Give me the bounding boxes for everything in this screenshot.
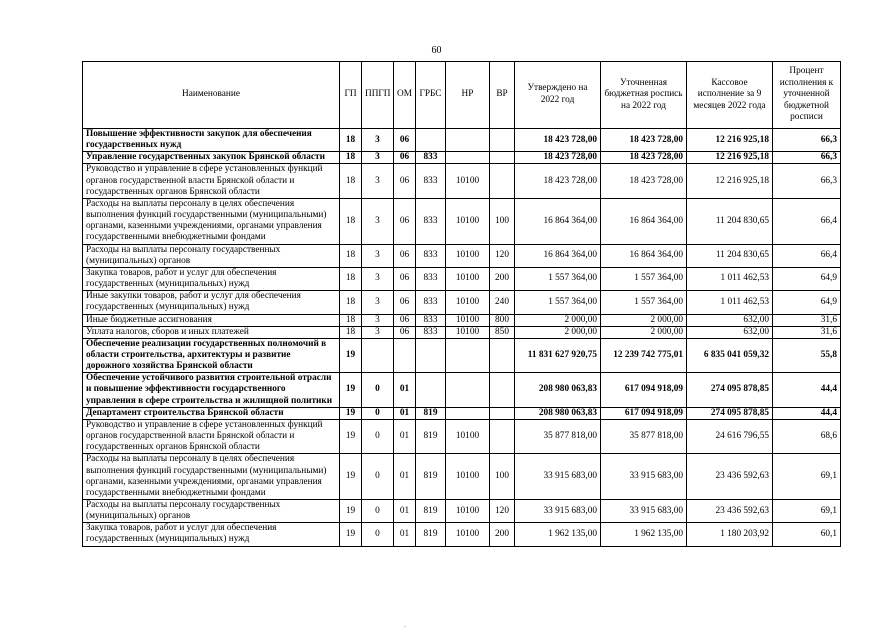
cell-gp: 19 xyxy=(340,454,362,500)
cell-cash: 1 011 462,53 xyxy=(687,267,773,290)
cell-name: Расходы на выплаты персоналу в целях обеспечения выполнения функций государственными (муниципальными) органами, казенными учреждениями, органами управления государственными внебюджетными фондами xyxy=(83,198,340,244)
cell-vr xyxy=(490,419,515,453)
cell-ppgp: 3 xyxy=(362,291,394,314)
cell-np: 10100 xyxy=(446,291,490,314)
cell-ppgp: 0 xyxy=(362,500,394,523)
cell-grbs: 833 xyxy=(416,314,446,326)
cell-approved: 208 980 063,83 xyxy=(515,407,601,419)
cell-refined: 1 557 364,00 xyxy=(601,291,687,314)
cell-grbs: 819 xyxy=(416,454,446,500)
cell-np: 10100 xyxy=(446,244,490,267)
table-row xyxy=(83,164,841,198)
cell-vr: 240 xyxy=(490,291,515,314)
header-np: НР xyxy=(446,62,490,129)
table-row xyxy=(83,244,841,267)
cell-cash: 1 011 462,53 xyxy=(687,291,773,314)
header-percent: Процент исполнения к уточненной бюджетной росписи xyxy=(773,62,841,129)
cell-percent: 66,3 xyxy=(773,129,841,152)
table-row xyxy=(83,314,841,326)
cell-refined: 18 423 728,00 xyxy=(601,129,687,152)
cell-om: 01 xyxy=(394,523,416,546)
cell-om: 06 xyxy=(394,291,416,314)
cell-name: Уплата налогов, сборов и иных платежей xyxy=(83,326,340,338)
cell-approved: 18 423 728,00 xyxy=(515,164,601,198)
cell-ppgp: 0 xyxy=(362,373,394,407)
table-row xyxy=(83,373,841,407)
cell-percent: 31,6 xyxy=(773,314,841,326)
cell-np xyxy=(446,152,490,164)
cell-name: Иные бюджетные ассигнования xyxy=(83,314,340,326)
cell-name: Департамент строительства Брянской области xyxy=(83,407,340,419)
cell-cash: 23 436 592,63 xyxy=(687,454,773,500)
cell-refined: 18 423 728,00 xyxy=(601,152,687,164)
cell-refined: 1 962 135,00 xyxy=(601,523,687,546)
cell-cash: 632,00 xyxy=(687,326,773,338)
budget-table xyxy=(82,61,841,547)
page-number: 60 xyxy=(431,45,442,56)
cell-gp: 19 xyxy=(340,523,362,546)
cell-om: 06 xyxy=(394,326,416,338)
cell-percent: 69,1 xyxy=(773,454,841,500)
cell-approved: 16 864 364,00 xyxy=(515,244,601,267)
cell-grbs: 833 xyxy=(416,198,446,244)
cell-gp: 18 xyxy=(340,326,362,338)
cell-refined: 12 239 742 775,01 xyxy=(601,338,687,372)
cell-name: Обеспечение реализации государственных полномочий в области строительства, архитектуры и развитие дорожного хозяйства Брянской области xyxy=(83,338,340,372)
cell-np xyxy=(446,407,490,419)
cell-refined: 16 864 364,00 xyxy=(601,198,687,244)
header-om: ОМ xyxy=(394,62,416,129)
cell-grbs: 833 xyxy=(416,244,446,267)
cell-ppgp: 0 xyxy=(362,407,394,419)
table-row xyxy=(83,523,841,546)
cell-np: 10100 xyxy=(446,164,490,198)
cell-vr: 100 xyxy=(490,454,515,500)
cell-refined: 617 094 918,09 xyxy=(601,407,687,419)
cell-om: 06 xyxy=(394,244,416,267)
cell-percent: 31,6 xyxy=(773,326,841,338)
cell-om: 06 xyxy=(394,152,416,164)
cell-approved: 18 423 728,00 xyxy=(515,129,601,152)
header-refined: Уточненная бюджетная роспись на 2022 год xyxy=(601,62,687,129)
cell-name: Повышение эффективности закупок для обеспечения государственных нужд xyxy=(83,129,340,152)
cell-cash: 12 216 925,18 xyxy=(687,164,773,198)
cell-vr xyxy=(490,152,515,164)
cell-gp: 19 xyxy=(340,338,362,372)
table-row xyxy=(83,500,841,523)
cell-ppgp: 3 xyxy=(362,198,394,244)
cell-approved: 2 000,00 xyxy=(515,314,601,326)
cell-np: 10100 xyxy=(446,314,490,326)
cell-ppgp: 0 xyxy=(362,523,394,546)
cell-refined: 16 864 364,00 xyxy=(601,244,687,267)
cell-cash: 274 095 878,85 xyxy=(687,373,773,407)
cell-om: 06 xyxy=(394,129,416,152)
cell-gp: 18 xyxy=(340,291,362,314)
table-row xyxy=(83,419,841,453)
cell-approved: 2 000,00 xyxy=(515,326,601,338)
header-gp: ГП xyxy=(340,62,362,129)
cell-ppgp: 3 xyxy=(362,152,394,164)
cell-percent: 60,1 xyxy=(773,523,841,546)
cell-percent: 66,3 xyxy=(773,164,841,198)
table-row xyxy=(83,198,841,244)
header-vr: ВР xyxy=(490,62,515,129)
cell-gp: 18 xyxy=(340,244,362,267)
cell-ppgp: 0 xyxy=(362,419,394,453)
cell-name: Руководство и управление в сфере установленных функций органов государственной власти Брянской области и государственных органов Брянской области xyxy=(83,164,340,198)
cell-name: Расходы на выплаты персоналу государственных (муниципальных) органов xyxy=(83,244,340,267)
cell-name: Расходы на выплаты персоналу в целях обеспечения выполнения функций государственными (муниципальными) органами, казенными учреждениями, органами управления государственными внебюджетными фондами xyxy=(83,454,340,500)
cell-gp: 19 xyxy=(340,419,362,453)
cell-approved: 208 980 063,83 xyxy=(515,373,601,407)
cell-om: 01 xyxy=(394,500,416,523)
cell-percent: 55,8 xyxy=(773,338,841,372)
cell-vr: 100 xyxy=(490,198,515,244)
cell-percent: 44,4 xyxy=(773,373,841,407)
cell-grbs: 833 xyxy=(416,291,446,314)
cell-ppgp: 0 xyxy=(362,454,394,500)
cell-vr: 120 xyxy=(490,244,515,267)
cell-approved: 11 831 627 920,75 xyxy=(515,338,601,372)
cell-cash: 6 835 041 059,32 xyxy=(687,338,773,372)
cell-grbs: 819 xyxy=(416,419,446,453)
cell-om: 01 xyxy=(394,454,416,500)
cell-name: Закупка товаров, работ и услуг для обеспечения государственных (муниципальных) нужд xyxy=(83,267,340,290)
cell-vr xyxy=(490,164,515,198)
cell-np: 10100 xyxy=(446,267,490,290)
cell-name: Обеспечение устойчивого развития строительной отрасли и повышение эффективности государственного управления в сфере строительства и жилищной политики xyxy=(83,373,340,407)
cell-om: 01 xyxy=(394,407,416,419)
cell-np xyxy=(446,373,490,407)
cell-refined: 1 557 364,00 xyxy=(601,267,687,290)
cell-cash: 11 204 830,65 xyxy=(687,244,773,267)
cell-refined: 2 000,00 xyxy=(601,326,687,338)
table-row xyxy=(83,267,841,290)
cell-refined: 2 000,00 xyxy=(601,314,687,326)
cell-gp: 18 xyxy=(340,198,362,244)
cell-cash: 12 216 925,18 xyxy=(687,152,773,164)
header-grbs: ГРБС xyxy=(416,62,446,129)
cell-np: 10100 xyxy=(446,454,490,500)
cell-om: 01 xyxy=(394,373,416,407)
table-row xyxy=(83,454,841,500)
cell-gp: 18 xyxy=(340,129,362,152)
cell-percent: 64,9 xyxy=(773,267,841,290)
cell-percent: 66,4 xyxy=(773,198,841,244)
cell-cash: 1 180 203,92 xyxy=(687,523,773,546)
cell-np: 10100 xyxy=(446,500,490,523)
scan-mark xyxy=(404,626,406,627)
table-row xyxy=(83,326,841,338)
header-ppgp: ППГП xyxy=(362,62,394,129)
cell-om: 06 xyxy=(394,164,416,198)
cell-vr: 200 xyxy=(490,523,515,546)
cell-ppgp: 3 xyxy=(362,164,394,198)
header-name: Наименование xyxy=(83,62,340,129)
cell-om: 06 xyxy=(394,314,416,326)
cell-percent: 66,4 xyxy=(773,244,841,267)
table-body xyxy=(83,129,841,547)
cell-cash: 632,00 xyxy=(687,314,773,326)
cell-grbs xyxy=(416,373,446,407)
cell-grbs: 833 xyxy=(416,267,446,290)
cell-ppgp: 3 xyxy=(362,244,394,267)
cell-vr xyxy=(490,407,515,419)
cell-grbs: 833 xyxy=(416,164,446,198)
table-row xyxy=(83,338,841,372)
cell-grbs xyxy=(416,129,446,152)
cell-gp: 19 xyxy=(340,373,362,407)
cell-approved: 33 915 683,00 xyxy=(515,454,601,500)
cell-ppgp: 3 xyxy=(362,326,394,338)
table-row xyxy=(83,291,841,314)
cell-ppgp xyxy=(362,338,394,372)
cell-refined: 35 877 818,00 xyxy=(601,419,687,453)
cell-approved: 18 423 728,00 xyxy=(515,152,601,164)
cell-grbs: 833 xyxy=(416,152,446,164)
cell-np: 10100 xyxy=(446,523,490,546)
cell-cash: 11 204 830,65 xyxy=(687,198,773,244)
cell-om: 06 xyxy=(394,198,416,244)
cell-refined: 617 094 918,09 xyxy=(601,373,687,407)
cell-approved: 35 877 818,00 xyxy=(515,419,601,453)
table-row xyxy=(83,129,841,152)
cell-om xyxy=(394,338,416,372)
cell-name: Руководство и управление в сфере установленных функций органов государственной власти Брянской области и государственных органов Брянской области xyxy=(83,419,340,453)
cell-name: Иные закупки товаров, работ и услуг для обеспечения государственных (муниципальных) нужд xyxy=(83,291,340,314)
cell-grbs: 819 xyxy=(416,500,446,523)
cell-vr: 850 xyxy=(490,326,515,338)
cell-percent: 69,1 xyxy=(773,500,841,523)
cell-gp: 18 xyxy=(340,152,362,164)
cell-ppgp: 3 xyxy=(362,267,394,290)
cell-gp: 18 xyxy=(340,314,362,326)
header-approved: Утверждено на 2022 год xyxy=(515,62,601,129)
cell-vr xyxy=(490,373,515,407)
cell-percent: 64,9 xyxy=(773,291,841,314)
table-header-row xyxy=(83,62,841,129)
cell-cash: 24 616 796,55 xyxy=(687,419,773,453)
cell-cash: 23 436 592,63 xyxy=(687,500,773,523)
cell-gp: 18 xyxy=(340,267,362,290)
cell-np: 10100 xyxy=(446,419,490,453)
cell-percent: 68,6 xyxy=(773,419,841,453)
cell-name: Управление государственных закупок Брянской области xyxy=(83,152,340,164)
cell-grbs: 833 xyxy=(416,326,446,338)
cell-gp: 18 xyxy=(340,164,362,198)
table-row xyxy=(83,407,841,419)
cell-np: 10100 xyxy=(446,326,490,338)
cell-gp: 19 xyxy=(340,500,362,523)
cell-approved: 1 557 364,00 xyxy=(515,267,601,290)
cell-vr: 800 xyxy=(490,314,515,326)
cell-np xyxy=(446,338,490,372)
cell-approved: 1 557 364,00 xyxy=(515,291,601,314)
cell-ppgp: 3 xyxy=(362,314,394,326)
header-cash: Кассовое исполнение за 9 месяцев 2022 года xyxy=(687,62,773,129)
cell-refined: 18 423 728,00 xyxy=(601,164,687,198)
cell-grbs xyxy=(416,338,446,372)
cell-percent: 66,3 xyxy=(773,152,841,164)
cell-gp: 19 xyxy=(340,407,362,419)
cell-name: Закупка товаров, работ и услуг для обеспечения государственных (муниципальных) нужд xyxy=(83,523,340,546)
cell-refined: 33 915 683,00 xyxy=(601,454,687,500)
cell-percent: 44,4 xyxy=(773,407,841,419)
cell-vr xyxy=(490,338,515,372)
cell-np xyxy=(446,129,490,152)
cell-grbs: 819 xyxy=(416,523,446,546)
cell-np: 10100 xyxy=(446,198,490,244)
cell-cash: 12 216 925,18 xyxy=(687,129,773,152)
cell-vr xyxy=(490,129,515,152)
cell-om: 01 xyxy=(394,419,416,453)
cell-grbs: 819 xyxy=(416,407,446,419)
cell-approved: 16 864 364,00 xyxy=(515,198,601,244)
table-row xyxy=(83,152,841,164)
cell-vr: 200 xyxy=(490,267,515,290)
cell-refined: 33 915 683,00 xyxy=(601,500,687,523)
cell-approved: 33 915 683,00 xyxy=(515,500,601,523)
cell-om: 06 xyxy=(394,267,416,290)
cell-name: Расходы на выплаты персоналу государственных (муниципальных) органов xyxy=(83,500,340,523)
cell-cash: 274 095 878,85 xyxy=(687,407,773,419)
cell-ppgp: 3 xyxy=(362,129,394,152)
cell-approved: 1 962 135,00 xyxy=(515,523,601,546)
cell-vr: 120 xyxy=(490,500,515,523)
